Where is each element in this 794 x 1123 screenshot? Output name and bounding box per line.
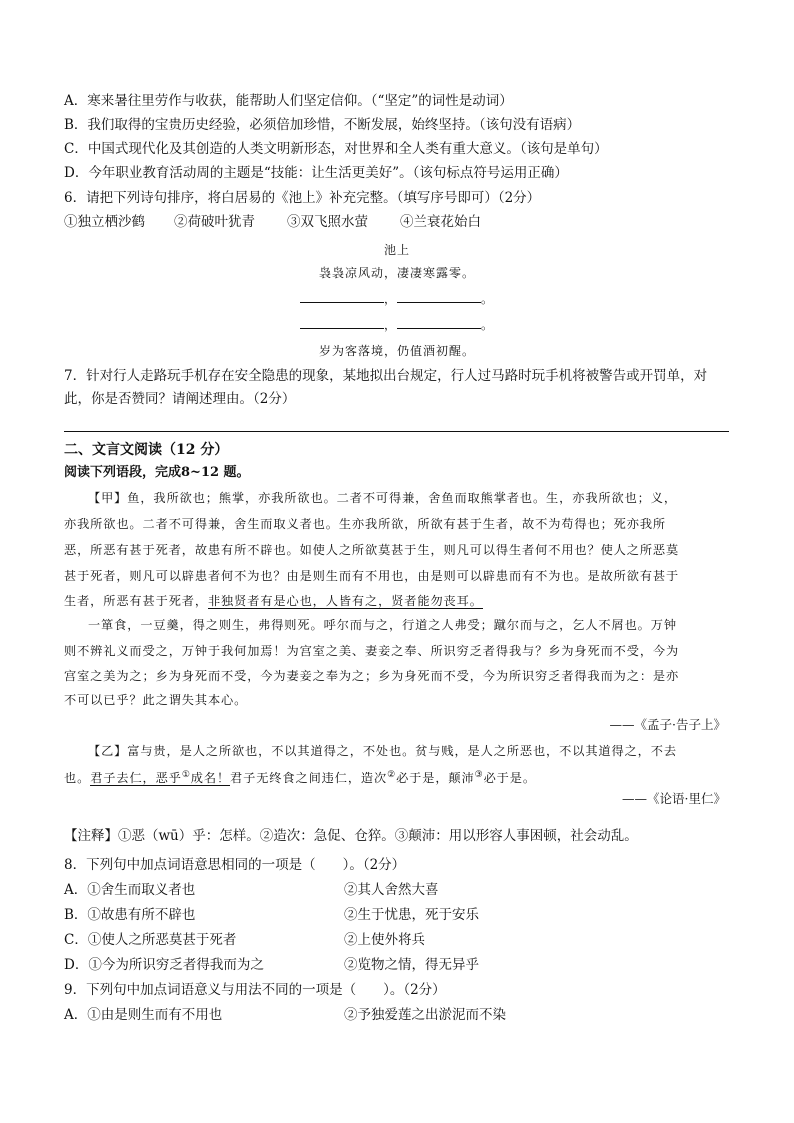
jia-underlined-sentence: 非独贤者有是心也，人皆有之，贤者能勿丧耳。 (207, 594, 483, 608)
yi-line-2 (64, 765, 724, 788)
note-ref-3: ③ (474, 770, 484, 780)
q8-option-c (64, 930, 425, 950)
poem-period: 。 (481, 292, 495, 306)
q8-option-d (64, 955, 479, 975)
q6-choice-2: ②荷破叶犹青 (174, 214, 255, 230)
poem-blank-line-1 (0, 290, 794, 308)
q8-option-b (64, 905, 479, 925)
yi-line-2-end: 必于是。 (483, 771, 536, 786)
answer-blank[interactable] (397, 316, 481, 329)
q8-prompt: 8．下列句中加点词语意思相同的一项是（ ）。（2分） (64, 857, 406, 873)
q6-prompt: 6．请把下列诗句排序，将白居易的《池上》补充完整。（填写序号即可）（2分） (64, 190, 541, 206)
poem-line-1: 袅袅凉风动，凄凄寒露零。 (318, 266, 475, 280)
jia-line-3: 恶，所恶有甚于死者，故患有所不辟也。如使人之所欲莫甚于生，则凡可以得生者何不用也？使人之所恶莫 (64, 543, 680, 557)
section2-heading: 二、文言文阅读（12 分） (64, 442, 229, 458)
yi-line-2-start: 也。 (64, 771, 91, 786)
note-ref-2: ② (387, 770, 397, 780)
annotations: 【注释】①恶（wū）乎：怎样。②造次：急促、仓猝。③颠沛：用以形容人事困顿，社会动乱。 (64, 828, 638, 844)
jia-p2-line-4: 不可以已乎？此之谓失其本心。 (64, 693, 248, 707)
answer-blank[interactable] (300, 316, 384, 329)
q9-a-1: A．①由是则生而有不用也 (64, 1007, 223, 1023)
yi-u-part1: 君子去仁，恶乎 (90, 771, 182, 786)
q9-option-a (64, 1005, 506, 1025)
q6-choice-3: ③双飞照水萤 (287, 214, 368, 230)
jia-line-1: 【甲】鱼，我所欲也；熊掌，亦我所欲也。二者不可得兼，舍鱼而取熊掌者也。生，亦我所欲也；义， (88, 491, 677, 505)
q8-d-2: ②览物之情，得无异乎 (344, 957, 479, 973)
q8-b-2: ②生于忧患，死于安乐 (344, 907, 479, 923)
q7-prompt-line-2: 此，你是否赞同？请阐述理由。（2分） (64, 391, 296, 407)
jia-p2-line-1: 一箪食，一豆羹，得之则生，弗得则死。呼尔而与之，行道之人弗受；蹴尔而与之，乞人不屑也。万钟 (88, 618, 677, 632)
yi-u-part2: 成名！ (190, 771, 231, 786)
jia-line-5-start: 生者，所恶有甚于死者， (64, 594, 208, 608)
q7-prompt-line-1: 7．针对行人走路玩手机存在安全隐患的现象，某地拟出台规定，行人过马路时玩手机将被警告或开罚单，对 (64, 368, 708, 384)
yi-line-2-mid2: 必于是，颠沛 (396, 771, 475, 786)
yi-source: ——《论语·里仁》 (622, 791, 726, 806)
q8-b-1: B．①故患有所不辟也 (64, 907, 196, 923)
poem-line-4: 岁为客落境，仍值酒初醒。 (318, 344, 475, 358)
q5-option-b: B．我们取得的宝贵历史经验，必须倍加珍惜，不断发展，始终坚持。（该句没有语病） (64, 117, 581, 133)
q8-option-a (64, 880, 439, 900)
yi-line-1: 【乙】富与贵，是人之所欲也，不以其道得之，不处也。贫与贱，是人之所恶也，不以其道得之，不去 (88, 744, 677, 758)
jia-line-4: 甚于死者，则凡可以辟患者何不为也？由是则生而有不用也，由是则可以辟患而有不为也。是故所欲有甚于 (64, 569, 680, 583)
section2-instruction: 阅读下列语段，完成8~12 题。 (64, 465, 250, 480)
jia-p2-line-3: 宫室之美为之；乡为身死而不受，今为妻妾之奉为之；乡为身死而不受，今为所识穷乏者得我而为之：是亦 (64, 669, 680, 683)
q5-option-a: A．寒来暑往里劳作与收获，能帮助人们坚定信仰。（“坚定”的词性是动词） (64, 93, 513, 109)
section-divider (64, 431, 729, 432)
poem-period: 。 (481, 318, 495, 332)
poem-blank-line-2 (0, 316, 794, 334)
q8-c-2: ②上使外将兵 (344, 932, 425, 948)
q8-d-1: D．①今为所识穷乏者得我而为之 (64, 957, 264, 973)
poem-title: 池上 (383, 243, 410, 257)
jia-p2-line-2: 则不辨礼义而受之，万钟于我何加焉！为宫室之美、妻妾之奉、所识穷乏者得我与？乡为身死而不受，今为 (64, 644, 680, 658)
jia-line-5 (64, 591, 724, 611)
q5-option-d: D．今年职业教育活动周的主题是“技能：让生活更美好”。（该句标点符号运用正确） (64, 165, 568, 181)
q6-choices (64, 212, 510, 232)
q8-c-1: C．①使人之所恶莫甚于死者 (64, 932, 237, 948)
note-ref-1: ① (181, 770, 191, 780)
q9-prompt: 9．下列句中加点词语意义与用法不同的一项是（ ）。（2分） (64, 982, 446, 998)
q6-choice-4: ④兰衰花始白 (400, 214, 481, 230)
poem-comma: ， (383, 292, 397, 306)
q8-a-2: ②其人舍然大喜 (344, 882, 439, 898)
jia-source: ——《孟子·告子上》 (609, 717, 726, 732)
q8-a-1: A．①舍生而取义者也 (64, 882, 196, 898)
q9-a-2: ②予独爱莲之出淤泥而不染 (344, 1007, 506, 1023)
answer-blank[interactable] (300, 290, 384, 303)
q6-choice-1: ①独立栖沙鹤 (64, 214, 145, 230)
poem-comma: ， (383, 318, 397, 332)
yi-underlined-sentence (90, 771, 230, 786)
yi-line-2-mid: 君子无终食之间违仁，造次 (230, 771, 388, 786)
answer-blank[interactable] (397, 290, 481, 303)
q5-option-c: C．中国式现代化及其创造的人类文明新形态，对世界和全人类有重大意义。（该句是单句） (64, 141, 608, 157)
jia-line-2: 亦我所欲也。二者不可得兼，舍生而取义者也。生亦我所欲，所欲有甚于生者，故不为苟得也；死亦我所 (64, 517, 667, 531)
